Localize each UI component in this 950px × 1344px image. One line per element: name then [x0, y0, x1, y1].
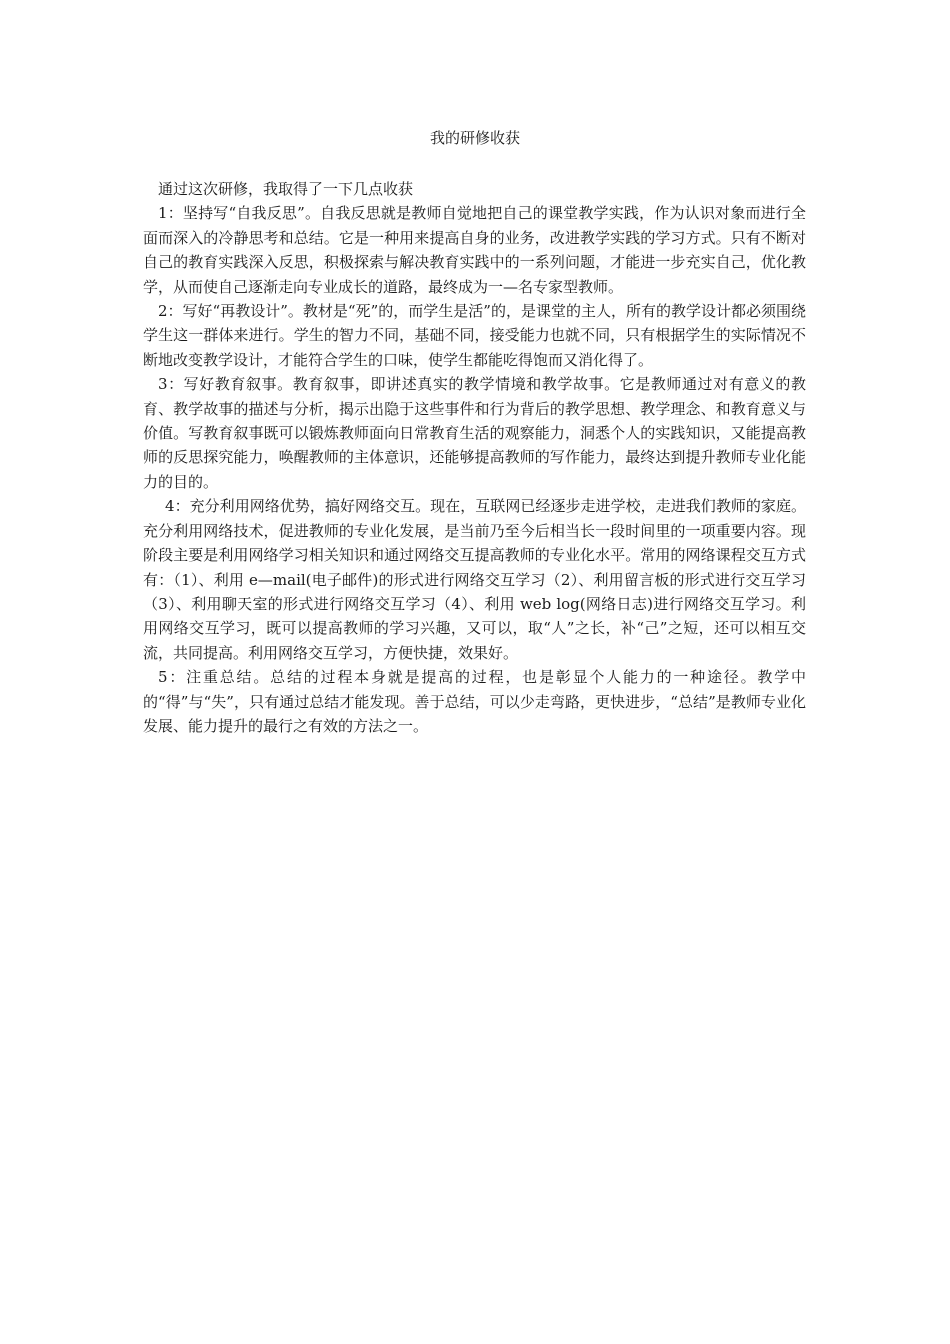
document-body [143, 177, 806, 738]
intro-paragraph: 通过这次研修，我取得了一下几点收获 [158, 180, 414, 198]
paragraph-2: 2：写好“再教设计”。教材是“死”的，而学生是活”的，是课堂的主人，所有的教学设计都必须围绕学生这一群体来进行。学生的智力不同，基础不同，接受能力也就不同，只有根据学生的实际情况不断地改变教学设计，才能符合学生的口味，使学生都能吃得饱而又消化得了。 [143, 302, 806, 369]
paragraph-5: 5：注重总结。总结的过程本身就是提高的过程，也是彰显个人能力的一种途径。教学中的“得”与“失”，只有通过总结才能发现。善于总结，可以少走弯路，更快进步，“总结”是教师专业化发展、能力提升的最行之有效的方法之一。 [143, 668, 806, 735]
paragraph-1: 1：坚持写“自我反思”。自我反思就是教师自觉地把自己的课堂教学实践，作为认识对象而进行全面而深入的冷静思考和总结。它是一种用来提高自身的业务，改进教学实践的学习方式。只有不断对自己的教育实践深入反思，积极探索与解决教育实践中的一系列问题，才能进一步充实自己，优化教学，从而使自己逐渐走向专业成长的道路，最终成为一—名专家型教师。 [143, 204, 806, 296]
paragraph-4: 4：充分利用网络优势，搞好网络交互。现在，互联网已经逐步走进学校，走进我们教师的家庭。充分利用网络技术，促进教师的专业化发展，是当前乃至今后相当长一段时间里的一项重要内容。现阶段主要是利用网络学习相关知识和通过网络交互提高教师的专业化水平。常用的网络课程交互方式有：（1）、利用 e—mail(电子邮件)的形式进行网络交互学习（2）、利用留言板的形式进行交互学习（3）、利用聊天室的形式进行网络交互学习（4）、利用 web log(网络日志)进行网络交互学习。利用网络交互学习，既可以提高教师的学习兴趣，又可以，取“人”之长，补“己”之短，还可以相互交流，共同提高。利用网络交互学习，方便快捷，效果好。 [143, 497, 806, 662]
paragraph-3: 3：写好教育叙事。教育叙事，即讲述真实的教学情境和教学故事。它是教师通过对有意义的教育、教学故事的描述与分析，揭示出隐于这些事件和行为背后的教学思想、教学理念、和教育意义与价值。写教育叙事既可以锻炼教师面向日常教育生活的观察能力，洞悉个人的实践知识，又能提高教师的反思探究能力，唤醒教师的主体意识，还能够提高教师的写作能力，最终达到提升教师专业化能力的目的。 [143, 375, 806, 491]
document-title: 我的研修收获 [429, 129, 520, 147]
